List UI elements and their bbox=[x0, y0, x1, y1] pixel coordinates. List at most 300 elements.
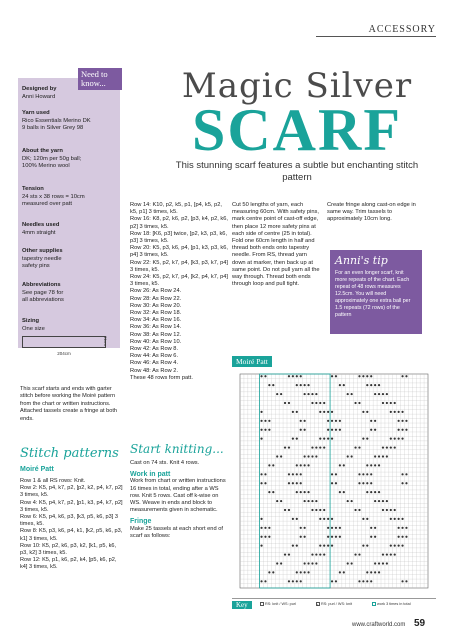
purl-stitch bbox=[327, 438, 329, 440]
purl-stitch bbox=[260, 518, 262, 520]
need-to-know-tab: Need to know... bbox=[78, 68, 122, 90]
designer-name: Anni Howard bbox=[22, 93, 56, 100]
purl-stitch bbox=[339, 571, 341, 573]
purl-stitch bbox=[331, 473, 333, 475]
purl-stitch bbox=[323, 518, 325, 520]
supplies-line-2: safety pins bbox=[22, 263, 50, 269]
purl-stitch bbox=[284, 509, 286, 511]
purl-stitch bbox=[311, 509, 313, 511]
pattern-row: Row 1 & all RS rows: Knit. bbox=[20, 478, 86, 484]
purl-stitch bbox=[319, 402, 321, 404]
pattern-rows-continued bbox=[130, 202, 228, 382]
purl-stitch bbox=[366, 411, 368, 413]
purl-stitch bbox=[362, 580, 364, 582]
purl-stitch bbox=[366, 518, 368, 520]
pattern-row: Row 28: As Row 22. bbox=[130, 295, 182, 302]
purl-stitch bbox=[370, 473, 372, 475]
purl-stitch bbox=[335, 527, 337, 529]
purl-stitch bbox=[351, 455, 353, 457]
purl-stitch bbox=[390, 509, 392, 511]
purl-stitch bbox=[358, 482, 360, 484]
purl-swatch-icon: • bbox=[317, 603, 319, 607]
tip-box bbox=[330, 250, 422, 334]
pattern-row: Row 26: As Row 24. bbox=[130, 288, 182, 295]
purl-stitch bbox=[339, 420, 341, 422]
purl-stitch bbox=[323, 438, 325, 440]
fringe-instructions: Cut 50 lengths of yarn, each measuring 60cm. With safety pins, mark centre point of cast-off edge, then place 12 more safety pins at each side of centre (25 in total). Fold one 60cm length in half and thread both ends onto tapestry needle. From RS, thread yarn down at marker, then back up at same point. Do not pull yarn all the way through. Thread both ends through loop and pull tight. bbox=[232, 202, 320, 288]
purl-stitch bbox=[370, 464, 372, 466]
work-in-patt-heading: Work in patt bbox=[130, 471, 171, 479]
purl-stitch bbox=[382, 509, 384, 511]
chart-grid bbox=[232, 368, 436, 596]
purl-stitch bbox=[260, 375, 262, 377]
tension-line-1: 24 sts x 38 rows = 10cm bbox=[22, 193, 85, 200]
purl-stitch bbox=[292, 411, 294, 413]
purl-stitch bbox=[323, 411, 325, 413]
key-item-repeat-label: work 3 times in total bbox=[377, 602, 411, 606]
pattern-row: Row 4: K5, p4, k7, p2, [p1, k3, p4, k7, p2] 3 times, k5. bbox=[20, 499, 123, 513]
purl-stitch bbox=[378, 464, 380, 466]
purl-stitch bbox=[339, 527, 341, 529]
pattern-row: Row 20: K5, p3, k6, p4, [p1, k3, p3, k6, p4] 3 times, k5. bbox=[130, 245, 229, 259]
purl-stitch bbox=[401, 429, 403, 431]
purl-stitch bbox=[296, 545, 298, 547]
purl-stitch bbox=[296, 580, 298, 582]
purl-stitch bbox=[374, 455, 376, 457]
sizing-value: One size bbox=[22, 325, 45, 332]
purl-stitch bbox=[370, 384, 372, 386]
pattern-row: Row 46: As Row 4. bbox=[130, 360, 179, 367]
purl-stitch bbox=[335, 580, 337, 582]
schematic-height: 31cm bbox=[103, 336, 108, 346]
purl-stitch bbox=[300, 571, 302, 573]
purl-stitch bbox=[260, 482, 262, 484]
key-item-purl bbox=[316, 602, 352, 606]
key-label: Key bbox=[232, 601, 252, 609]
purl-stitch bbox=[288, 402, 290, 404]
purl-stitch bbox=[394, 411, 396, 413]
purl-stitch bbox=[284, 446, 286, 448]
purl-stitch bbox=[339, 491, 341, 493]
repeat-swatch-icon bbox=[372, 602, 376, 606]
purl-stitch bbox=[390, 545, 392, 547]
purl-stitch bbox=[296, 518, 298, 520]
purl-stitch bbox=[351, 500, 353, 502]
purl-stitch bbox=[260, 420, 262, 422]
purl-stitch bbox=[374, 420, 376, 422]
purl-stitch bbox=[280, 393, 282, 395]
purl-stitch bbox=[394, 518, 396, 520]
purl-stitch bbox=[386, 446, 388, 448]
purl-stitch bbox=[315, 500, 317, 502]
work-in-patt-text: Work from chart or written instructions 16 times in total, ending after a WS row. Knit 5 rows. Cast off k-wise on WS. Weave in ends and block to measurements given in schematic. bbox=[130, 478, 226, 514]
purl-stitch bbox=[264, 420, 266, 422]
purl-stitch bbox=[366, 580, 368, 582]
pattern-row: Row 36: As Row 14. bbox=[130, 324, 182, 331]
purl-stitch bbox=[315, 562, 317, 564]
purl-stitch bbox=[339, 429, 341, 431]
purl-stitch bbox=[386, 500, 388, 502]
purl-stitch bbox=[264, 473, 266, 475]
purl-stitch bbox=[288, 482, 290, 484]
purl-stitch bbox=[311, 553, 313, 555]
purl-stitch bbox=[300, 473, 302, 475]
purl-stitch bbox=[378, 491, 380, 493]
purl-stitch bbox=[366, 473, 368, 475]
purl-stitch bbox=[331, 545, 333, 547]
purl-stitch bbox=[366, 545, 368, 547]
purl-stitch bbox=[292, 580, 294, 582]
purl-stitch bbox=[370, 482, 372, 484]
purl-stitch bbox=[268, 491, 270, 493]
purl-stitch bbox=[374, 491, 376, 493]
purl-stitch bbox=[382, 455, 384, 457]
purl-stitch bbox=[370, 571, 372, 573]
pattern-row: Row 42: As Row 8. bbox=[130, 346, 179, 353]
purl-stitch bbox=[280, 455, 282, 457]
purl-stitch bbox=[319, 553, 321, 555]
title-line-1: Magic Silver bbox=[181, 66, 413, 106]
purl-stitch bbox=[272, 571, 274, 573]
purl-stitch bbox=[347, 455, 349, 457]
purl-stitch bbox=[296, 482, 298, 484]
purl-stitch bbox=[358, 402, 360, 404]
yarn-used bbox=[22, 110, 118, 133]
purl-stitch bbox=[323, 553, 325, 555]
purl-stitch bbox=[296, 375, 298, 377]
purl-stitch bbox=[264, 429, 266, 431]
purl-stitch bbox=[386, 455, 388, 457]
purl-stitch bbox=[300, 420, 302, 422]
purl-stitch bbox=[307, 571, 309, 573]
intro-text: This scarf starts and ends with garter stitch before working the Moiré pattern from the chart or written instructions. Attached tassels create a fringe at both ends. bbox=[20, 386, 118, 422]
purl-stitch bbox=[370, 375, 372, 377]
about-line-2: 100% Merino wool bbox=[22, 163, 70, 169]
purl-stitch bbox=[300, 491, 302, 493]
purl-stitch bbox=[272, 491, 274, 493]
pattern-row: Row 8: K5, p3, k6, p4, k1, [k2, p5, k6, p3, k1] 3 times, k5. bbox=[20, 528, 123, 542]
page-number: 59 bbox=[414, 618, 426, 629]
purl-stitch bbox=[362, 473, 364, 475]
purl-stitch bbox=[304, 429, 306, 431]
purl-stitch bbox=[276, 393, 278, 395]
about-line-1: DK; 120m per 50g ball; bbox=[22, 155, 82, 162]
supplies-line-1: tapestry needle bbox=[22, 255, 62, 262]
purl-stitch bbox=[304, 562, 306, 564]
purl-stitch bbox=[370, 527, 372, 529]
purl-stitch bbox=[358, 446, 360, 448]
purl-stitch bbox=[288, 375, 290, 377]
purl-stitch bbox=[327, 411, 329, 413]
pattern-row: These 48 rows form patt. bbox=[130, 374, 193, 381]
pattern-row: Row 34: As Row 16. bbox=[130, 317, 182, 324]
stitch-pattern-rows bbox=[20, 478, 125, 572]
purl-stitch bbox=[401, 438, 403, 440]
purl-stitch bbox=[398, 429, 400, 431]
purl-stitch bbox=[398, 527, 400, 529]
purl-stitch bbox=[405, 527, 407, 529]
purl-stitch bbox=[331, 482, 333, 484]
purl-stitch bbox=[292, 545, 294, 547]
key-item-purl-label: RS: purl / WS: knit bbox=[321, 602, 353, 606]
purl-stitch bbox=[401, 536, 403, 538]
purl-stitch bbox=[370, 536, 372, 538]
purl-stitch bbox=[288, 580, 290, 582]
purl-stitch bbox=[394, 545, 396, 547]
purl-stitch bbox=[378, 571, 380, 573]
purl-stitch bbox=[307, 562, 309, 564]
purl-stitch bbox=[335, 482, 337, 484]
purl-stitch bbox=[398, 536, 400, 538]
purl-stitch bbox=[398, 518, 400, 520]
supplies-label: Other supplies bbox=[22, 248, 63, 254]
chart-key bbox=[232, 598, 436, 610]
purl-stitch bbox=[378, 393, 380, 395]
purl-stitch bbox=[288, 509, 290, 511]
purl-stitch bbox=[378, 455, 380, 457]
purl-stitch bbox=[331, 536, 333, 538]
purl-stitch bbox=[296, 571, 298, 573]
purl-stitch bbox=[327, 420, 329, 422]
purl-stitch bbox=[260, 527, 262, 529]
purl-stitch bbox=[362, 375, 364, 377]
purl-stitch bbox=[311, 455, 313, 457]
purl-stitch bbox=[374, 500, 376, 502]
purl-stitch bbox=[374, 562, 376, 564]
purl-stitch bbox=[319, 446, 321, 448]
about-label: About the yarn bbox=[22, 148, 63, 154]
purl-stitch bbox=[292, 482, 294, 484]
purl-stitch bbox=[288, 473, 290, 475]
purl-stitch bbox=[331, 375, 333, 377]
purl-stitch bbox=[366, 438, 368, 440]
pattern-row: Row 18: [K6, p3] twice, [p2, k3, p3, k6, p3] 3 times, k5. bbox=[130, 230, 228, 245]
purl-stitch bbox=[304, 455, 306, 457]
purl-stitch bbox=[343, 571, 345, 573]
purl-stitch bbox=[339, 536, 341, 538]
purl-stitch bbox=[401, 545, 403, 547]
yarn-line-1: Rico Essentials Merino DK bbox=[22, 117, 91, 124]
purl-stitch bbox=[304, 393, 306, 395]
purl-stitch bbox=[398, 438, 400, 440]
purl-stitch bbox=[272, 464, 274, 466]
purl-stitch bbox=[327, 518, 329, 520]
purl-stitch bbox=[296, 491, 298, 493]
pattern-row: Row 10: K5, p2, k6, p3, k2, [k1, p5, k6, p3, k2] 3 times, k5. bbox=[20, 542, 117, 557]
purl-stitch bbox=[307, 464, 309, 466]
purl-stitch bbox=[343, 384, 345, 386]
fringe-heading: Fringe bbox=[130, 518, 152, 526]
purl-stitch bbox=[323, 402, 325, 404]
purl-stitch bbox=[335, 473, 337, 475]
purl-stitch bbox=[401, 473, 403, 475]
purl-stitch bbox=[335, 420, 337, 422]
purl-stitch bbox=[347, 562, 349, 564]
purl-stitch bbox=[276, 562, 278, 564]
purl-stitch bbox=[354, 509, 356, 511]
purl-stitch bbox=[311, 393, 313, 395]
purl-stitch bbox=[311, 562, 313, 564]
purl-stitch bbox=[331, 411, 333, 413]
purl-stitch bbox=[405, 482, 407, 484]
purl-stitch bbox=[296, 438, 298, 440]
standfirst: This stunning scarf features a subtle but enchanting stitch pattern bbox=[175, 160, 419, 183]
purl-stitch bbox=[354, 402, 356, 404]
designed-by bbox=[22, 86, 118, 101]
purl-stitch bbox=[386, 553, 388, 555]
purl-stitch bbox=[374, 527, 376, 529]
start-knitting-heading: Start knitting... bbox=[130, 442, 224, 456]
purl-stitch bbox=[304, 491, 306, 493]
tip-body: For an even longer scarf, knit more repeats of the chart. Each repeat of 48 rows measures 12.5cm. You will need approximately one extra ball per 1.5 repeats (72 rows) of the pattern bbox=[335, 270, 411, 318]
purl-stitch bbox=[374, 393, 376, 395]
purl-stitch bbox=[394, 553, 396, 555]
purl-stitch bbox=[405, 580, 407, 582]
pattern-row: Row 40: As Row 10. bbox=[130, 338, 182, 345]
purl-stitch bbox=[264, 580, 266, 582]
yarn-line-2: 9 balls in Silver Grey 98 bbox=[22, 125, 84, 131]
purl-stitch bbox=[394, 402, 396, 404]
knit-swatch-icon bbox=[260, 602, 264, 606]
purl-stitch bbox=[401, 580, 403, 582]
yarn-label: Yarn used bbox=[22, 110, 50, 116]
purl-stitch bbox=[304, 500, 306, 502]
fringe-text: Make 25 tassels at each short end of scarf as follows: bbox=[130, 525, 223, 539]
purl-stitch bbox=[394, 509, 396, 511]
purl-stitch bbox=[358, 580, 360, 582]
purl-stitch bbox=[300, 482, 302, 484]
purl-stitch bbox=[319, 438, 321, 440]
purl-stitch bbox=[374, 571, 376, 573]
purl-stitch bbox=[323, 509, 325, 511]
purl-stitch bbox=[374, 536, 376, 538]
designed-by-label: Designed by bbox=[22, 86, 57, 92]
needles-used bbox=[22, 222, 118, 237]
schematic-width: 204cm bbox=[57, 351, 71, 356]
purl-stitch bbox=[374, 384, 376, 386]
purl-stitch bbox=[405, 473, 407, 475]
purl-stitch bbox=[260, 429, 262, 431]
purl-stitch bbox=[268, 527, 270, 529]
purl-stitch bbox=[319, 518, 321, 520]
purl-stitch bbox=[260, 411, 262, 413]
purl-stitch bbox=[296, 473, 298, 475]
purl-stitch bbox=[288, 553, 290, 555]
purl-stitch bbox=[300, 536, 302, 538]
pattern-row: Row 44: As Row 6. bbox=[130, 353, 179, 360]
purl-stitch bbox=[268, 420, 270, 422]
purl-stitch bbox=[268, 464, 270, 466]
purl-stitch bbox=[374, 429, 376, 431]
moire-chart bbox=[232, 356, 436, 596]
sizing-label: Sizing bbox=[22, 318, 40, 324]
purl-stitch bbox=[390, 402, 392, 404]
purl-stitch bbox=[331, 518, 333, 520]
cast-on-text: Cast on 74 sts. Knit 4 rows. bbox=[130, 460, 200, 466]
purl-stitch bbox=[284, 402, 286, 404]
purl-stitch bbox=[304, 536, 306, 538]
title-line-2: SCARF bbox=[191, 97, 402, 163]
pattern-row: Row 14: K10, p2, k5, p1, [p4, k5, p2, k5, p1] 3 times, k5. bbox=[130, 202, 223, 216]
purl-stitch bbox=[327, 545, 329, 547]
purl-stitch bbox=[315, 393, 317, 395]
purl-stitch bbox=[319, 411, 321, 413]
purl-stitch bbox=[382, 562, 384, 564]
purl-stitch bbox=[335, 429, 337, 431]
purl-stitch bbox=[394, 446, 396, 448]
pattern-row: Row 24: K5, p2, k7, p4, [k2, p4, k7, p4] 3 times, k5. bbox=[130, 274, 229, 288]
tension-label: Tension bbox=[22, 186, 44, 192]
purl-stitch bbox=[315, 446, 317, 448]
scarf-schematic bbox=[22, 336, 106, 348]
purl-stitch bbox=[327, 536, 329, 538]
abbreviations bbox=[22, 282, 118, 305]
pattern-row: Row 2: K5, p4, k7, p2, [p2, k2, p4, k7, p2] 3 times, k5. bbox=[20, 485, 123, 499]
purl-stitch bbox=[382, 500, 384, 502]
purl-stitch bbox=[327, 429, 329, 431]
purl-stitch bbox=[343, 491, 345, 493]
purl-stitch bbox=[386, 509, 388, 511]
purl-stitch bbox=[296, 384, 298, 386]
purl-stitch bbox=[292, 473, 294, 475]
purl-stitch bbox=[362, 411, 364, 413]
purl-stitch bbox=[331, 420, 333, 422]
purl-stitch bbox=[260, 473, 262, 475]
purl-stitch bbox=[268, 384, 270, 386]
purl-stitch bbox=[390, 518, 392, 520]
purl-stitch bbox=[382, 393, 384, 395]
pattern-row: Row 48: As Row 2. bbox=[130, 367, 179, 374]
purl-stitch bbox=[386, 393, 388, 395]
purl-stitch bbox=[335, 536, 337, 538]
tension-line-2: measured over patt bbox=[22, 201, 72, 207]
purl-stitch bbox=[307, 500, 309, 502]
section-tag: ACCESSORY bbox=[316, 24, 436, 37]
tip-title: Anni's tip bbox=[335, 254, 388, 267]
purl-stitch bbox=[284, 553, 286, 555]
purl-stitch bbox=[358, 509, 360, 511]
purl-stitch bbox=[390, 438, 392, 440]
purl-stitch bbox=[374, 464, 376, 466]
purl-stitch bbox=[276, 455, 278, 457]
purl-stitch bbox=[362, 545, 364, 547]
purl-stitch bbox=[323, 446, 325, 448]
purl-stitch bbox=[347, 393, 349, 395]
purl-stitch bbox=[358, 473, 360, 475]
purl-stitch bbox=[382, 402, 384, 404]
purl-stitch bbox=[311, 402, 313, 404]
pattern-row: Row 32: As Row 18. bbox=[130, 310, 182, 317]
purl-stitch bbox=[307, 455, 309, 457]
purl-stitch bbox=[276, 500, 278, 502]
purl-stitch bbox=[315, 553, 317, 555]
purl-stitch bbox=[296, 464, 298, 466]
purl-stitch bbox=[362, 438, 364, 440]
key-item-knit bbox=[260, 602, 296, 606]
pattern-row: Row 30: As Row 20. bbox=[130, 302, 182, 309]
purl-stitch bbox=[351, 562, 353, 564]
purl-stitch bbox=[300, 375, 302, 377]
stitch-patterns-heading: Stitch patterns bbox=[20, 446, 119, 461]
purl-stitch bbox=[288, 446, 290, 448]
moire-patt-subheading: Moiré Patt bbox=[20, 466, 54, 473]
purl-stitch bbox=[398, 545, 400, 547]
footer-url: www.craftworld.com bbox=[352, 622, 406, 628]
purl-stitch bbox=[405, 420, 407, 422]
purl-stitch bbox=[386, 562, 388, 564]
purl-stitch bbox=[296, 411, 298, 413]
purl-stitch bbox=[382, 553, 384, 555]
